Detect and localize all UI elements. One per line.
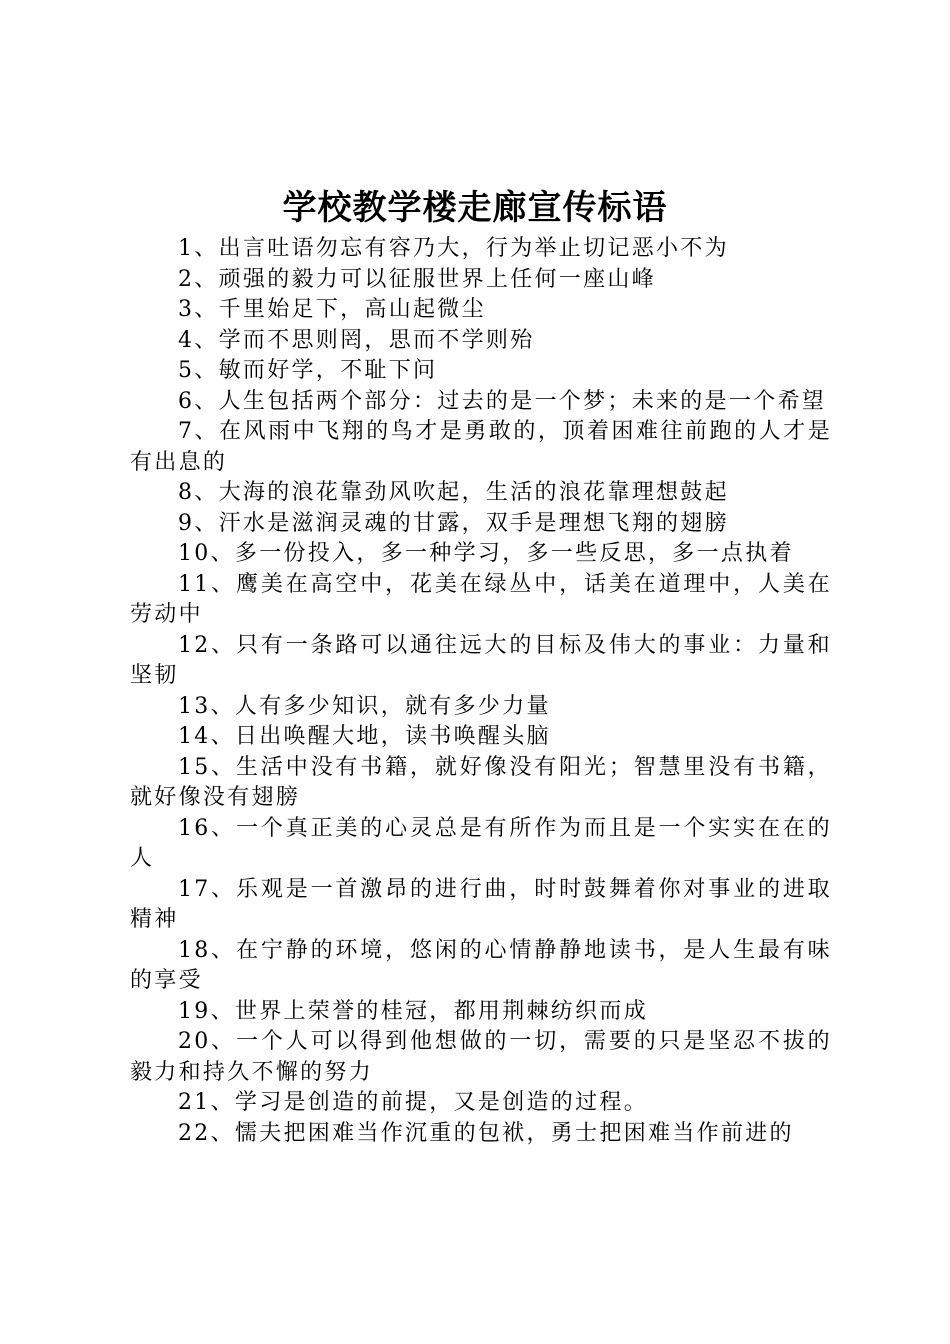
slogan-item: 18、在宁静的环境，悠闲的心情静静地读书，是人生最有味的享受 xyxy=(130,937,832,993)
slogan-list xyxy=(130,234,832,1149)
slogan-item: 15、生活中没有书籍，就好像没有阳光；智慧里没有书籍，就好像没有翅膀 xyxy=(130,754,832,810)
slogan-item: 4、学而不思则罔，思而不学则殆 xyxy=(178,327,535,353)
slogan-item: 17、乐观是一首激昂的进行曲，时时鼓舞着你对事业的进取精神 xyxy=(130,876,832,932)
slogan-item: 7、在风雨中飞翔的鸟才是勇敢的，顶着困难往前跑的人才是有出息的 xyxy=(130,419,832,475)
slogan-item: 21、学习是创造的前提，又是创造的过程。 xyxy=(178,1090,648,1115)
slogan-item: 19、世界上荣誉的桂冠，都用荆棘纺织而成 xyxy=(178,998,648,1024)
slogan-item: 14、日出唤醒大地，读书唤醒头脑 xyxy=(178,724,551,749)
slogan-item: 11、鹰美在高空中，花美在绿丛中，话美在道理中，人美在劳动中 xyxy=(130,571,832,627)
slogan-item: 20、一个人可以得到他想做的一切，需要的只是坚忍不拔的毅力和持久不懈的努力 xyxy=(130,1029,832,1085)
slogan-item: 8、大海的浪花靠劲风吹起，生活的浪花靠理想鼓起 xyxy=(178,480,729,505)
slogan-item: 13、人有多少知识，就有多少力量 xyxy=(178,693,551,719)
slogan-item: 9、汗水是滋润灵魂的甘露，双手是理想飞翔的翅膀 xyxy=(178,510,729,536)
slogan-item: 6、人生包括两个部分：过去的是一个梦；未来的是一个希望 xyxy=(178,388,827,414)
slogan-item: 12、只有一条路可以通往远大的目标及伟大的事业：力量和坚韧 xyxy=(130,632,832,688)
slogan-item: 10、多一份投入，多一种学习，多一些反思，多一点执着 xyxy=(178,541,794,566)
slogan-item: 2、顽强的毅力可以征服世界上任何一座山峰 xyxy=(178,266,656,292)
slogan-item: 1、出言吐语勿忘有容乃大，行为举止切记恶小不为 xyxy=(178,236,729,261)
slogan-item: 22、懦夫把困难当作沉重的包袱，勇士把困难当作前进的 xyxy=(178,1120,794,1146)
slogan-item: 16、一个真正美的心灵总是有所作为而且是一个实实在在的人 xyxy=(130,815,832,871)
document-title: 学校教学楼走廊宣传标语 xyxy=(282,188,668,228)
slogan-item: 5、敏而好学，不耻下问 xyxy=(178,358,438,383)
slogan-item: 3、千里始足下，高山起微尘 xyxy=(178,297,486,322)
